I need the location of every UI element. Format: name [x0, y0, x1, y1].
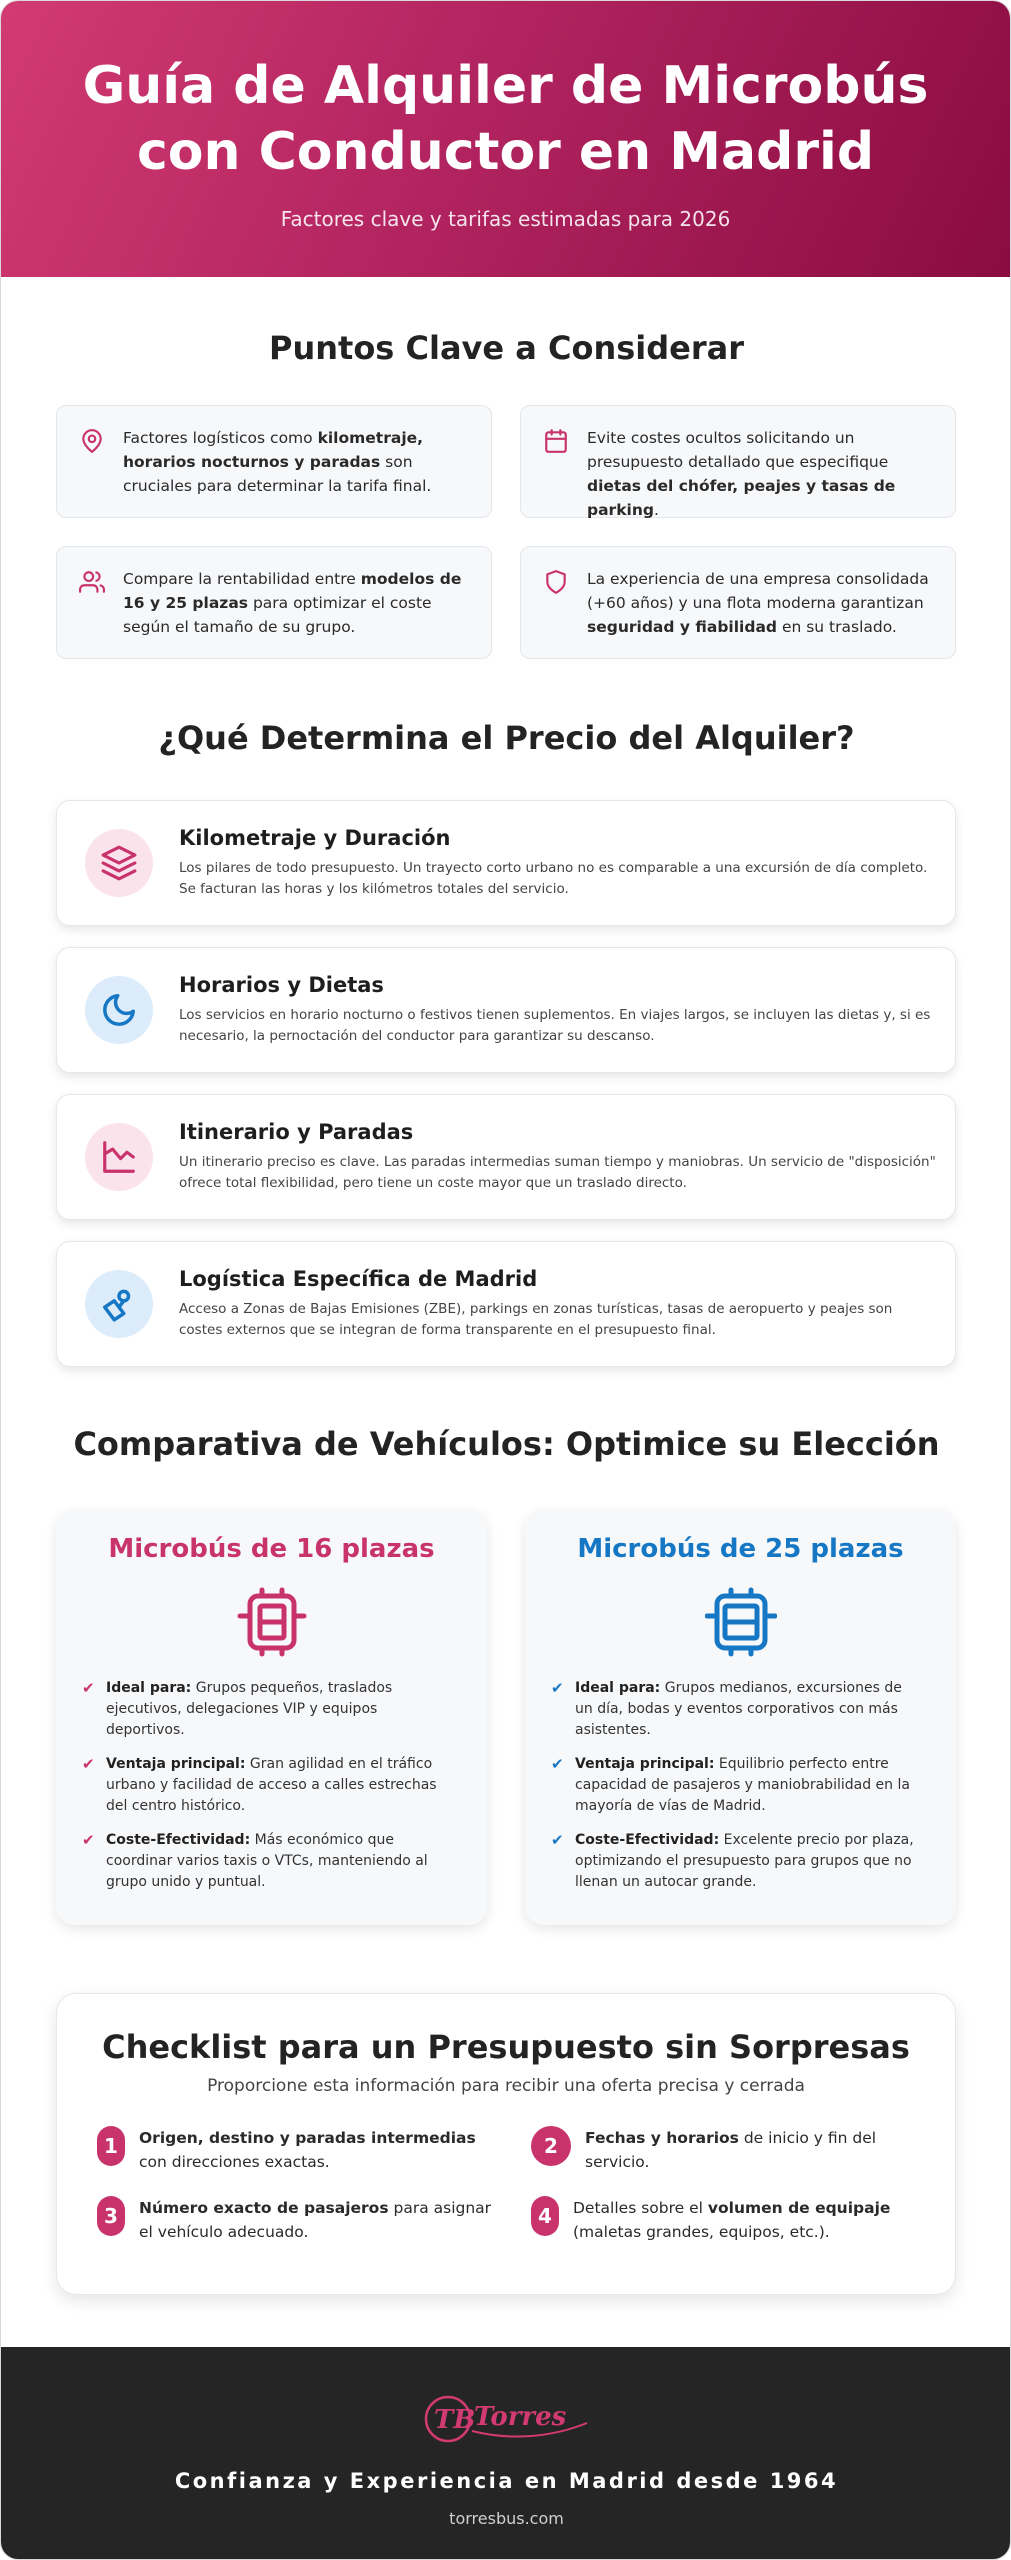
- price-factors-title: ¿Qué Determina el Precio del Alquiler?: [158, 719, 855, 757]
- checklist-item: [97, 2196, 531, 2244]
- torres-logo: [422, 2387, 592, 2447]
- bus-icon: [705, 1586, 777, 1658]
- checklist-item-text: Fechas y horarios de inicio y fin del servicio.: [585, 2129, 877, 2171]
- price-factor-title: Logística Específica de Madrid: [179, 1267, 538, 1291]
- key-point-card: [520, 546, 956, 659]
- checklist-subtitle: Proporcione esta información para recibir una oferta precisa y cerrada: [207, 2076, 805, 2096]
- checklist-number-badge: 3: [97, 2196, 125, 2236]
- vehicle-points: [525, 1678, 956, 1893]
- vehicle-point: ✔ Coste-Efectividad: Más económico que coordinar varios taxis o VTCs, manteniendo al grupo unido y puntual.: [82, 1830, 453, 1893]
- vehicle-card-25: [525, 1510, 956, 1925]
- vehicle-name: Microbús de 25 plazas: [577, 1534, 904, 1564]
- checklist-card: [56, 1993, 956, 2295]
- price-factor-card: [56, 1094, 956, 1220]
- key-point-card: [520, 405, 956, 518]
- footer-slogan: Confianza y Experiencia en Madrid desde 1964: [174, 2469, 839, 2493]
- checklist-title: Checklist para un Presupuesto sin Sorpresas: [102, 2028, 910, 2066]
- svg-text:Torres: Torres: [473, 2402, 566, 2432]
- price-factor-title: Itinerario y Paradas: [179, 1120, 414, 1144]
- vehicle-name: Microbús de 16 plazas: [108, 1534, 435, 1564]
- vehicle-point: ✔ Ideal para: Grupos medianos, excursiones de un día, bodas y eventos corporativos con más asistentes.: [551, 1678, 922, 1741]
- check-icon: ✔: [551, 1679, 564, 1697]
- checklist-item: [97, 2126, 531, 2174]
- price-factor-text: Los pilares de todo presupuesto. Un trayecto corto urbano no es comparable a una excursión de día completo. Se facturan las horas y los kilómetros totales del servicio.: [179, 860, 928, 897]
- price-factor-text: Un itinerario preciso es clave. Las paradas intermedias suman tiempo y maniobras. Un servicio de "disposición" ofrece total flexibilidad, pero tiene un coste mayor que un traslado directo.: [179, 1154, 936, 1191]
- users-icon: [79, 569, 105, 595]
- map-location-icon: [100, 1285, 138, 1323]
- vehicle-comparison: [56, 1510, 956, 1925]
- map-pin-icon: [79, 428, 105, 454]
- checklist-item-text: Número exacto de pasajeros para asignar el vehículo adecuado.: [139, 2199, 492, 2241]
- check-icon: ✔: [82, 1831, 95, 1849]
- price-factors-list: [56, 800, 956, 1388]
- footer: [1, 2347, 1011, 2560]
- checklist-item-text: Detalles sobre el volumen de equipaje (maletas grandes, equipos, etc.).: [573, 2199, 891, 2241]
- price-factor-title: Kilometraje y Duración: [179, 826, 451, 850]
- vehicle-card-16: [56, 1510, 487, 1925]
- price-factor-card: [56, 800, 956, 926]
- price-factor-text: Acceso a Zonas de Bajas Emisiones (ZBE), parkings en zonas turísticas, tasas de aeropuerto y peajes son costes externos que se integran de forma transparente en el presupuesto final.: [179, 1301, 893, 1338]
- svg-text:TB: TB: [433, 2405, 475, 2435]
- vehicle-point: ✔ Ideal para: Grupos pequeños, traslados ejecutivos, delegaciones VIP y equipos deportivos.: [82, 1678, 453, 1741]
- checklist-item: [531, 2196, 911, 2244]
- checklist-number-badge: 1: [97, 2126, 125, 2166]
- key-point-text: Factores logísticos como kilometraje, horarios nocturnos y paradas son cruciales para determinar la tarifa final.: [123, 429, 432, 495]
- price-factor-title: Horarios y Dietas: [179, 973, 384, 997]
- vehicle-point: ✔ Ventaja principal: Gran agilidad en el tráfico urbano y facilidad de acceso a calles estrechas del centro histórico.: [82, 1754, 453, 1817]
- key-point-card: [56, 405, 492, 518]
- hero-banner: [1, 1, 1010, 277]
- checklist-number-badge: 2: [531, 2126, 571, 2166]
- check-icon: ✔: [551, 1755, 564, 1773]
- price-factor-icon-circle: [85, 829, 153, 897]
- checklist-item-text: Origen, destino y paradas intermedias con direcciones exactas.: [139, 2129, 476, 2171]
- key-points-grid: [56, 405, 956, 659]
- layers-icon: [100, 844, 138, 882]
- key-point-text: Evite costes ocultos solicitando un presupuesto detallado que especifique dietas del chófer, peajes y tasas de parking.: [587, 429, 896, 519]
- checklist-item: [531, 2126, 911, 2174]
- shield-icon: [543, 569, 569, 595]
- key-points-title: Puntos Clave a Considerar: [269, 329, 744, 367]
- price-factor-icon-circle: [85, 1270, 153, 1338]
- route-chart-icon: [100, 1138, 138, 1176]
- vehicle-points: [56, 1678, 487, 1893]
- bus-icon: [236, 1586, 308, 1658]
- check-icon: ✔: [82, 1679, 95, 1697]
- price-factor-card: [56, 1241, 956, 1367]
- footer-website: torresbus.com: [449, 2509, 564, 2528]
- calendar-icon: [543, 428, 569, 454]
- price-factor-card: [56, 947, 956, 1073]
- price-factor-icon-circle: [85, 976, 153, 1044]
- comparison-title: Comparativa de Vehículos: Optimice su Elección: [73, 1425, 940, 1463]
- vehicle-point: ✔ Coste-Efectividad: Excelente precio por plaza, optimizando el presupuesto para grupos que no llenan un autocar grande.: [551, 1830, 922, 1893]
- checklist-number-badge: 4: [531, 2196, 559, 2236]
- key-point-text: La experiencia de una empresa consolidada (+60 años) y una flota moderna garantizan seguridad y fiabilidad en su traslado.: [587, 570, 929, 636]
- key-point-text: Compare la rentabilidad entre modelos de 16 y 25 plazas para optimizar el coste según el tamaño de su grupo.: [123, 570, 462, 636]
- page-title: Guía de Alquiler de Microbús con Conductor en Madrid: [82, 56, 929, 182]
- key-point-card: [56, 546, 492, 659]
- checklist-items: [57, 2126, 955, 2244]
- moon-icon: [100, 991, 138, 1029]
- check-icon: ✔: [82, 1755, 95, 1773]
- vehicle-point: ✔ Ventaja principal: Equilibrio perfecto entre capacidad de pasajeros y maniobrabilidad en la mayoría de vías de Madrid.: [551, 1754, 922, 1817]
- check-icon: ✔: [551, 1831, 564, 1849]
- page-subtitle: Factores clave y tarifas estimadas para 2026: [280, 207, 731, 231]
- price-factor-text: Los servicios en horario nocturno o festivos tienen suplementos. En viajes largos, se incluyen las dietas y, si es necesario, la pernoctación del conductor para garantizar su descanso.: [179, 1007, 931, 1044]
- price-factor-icon-circle: [85, 1123, 153, 1191]
